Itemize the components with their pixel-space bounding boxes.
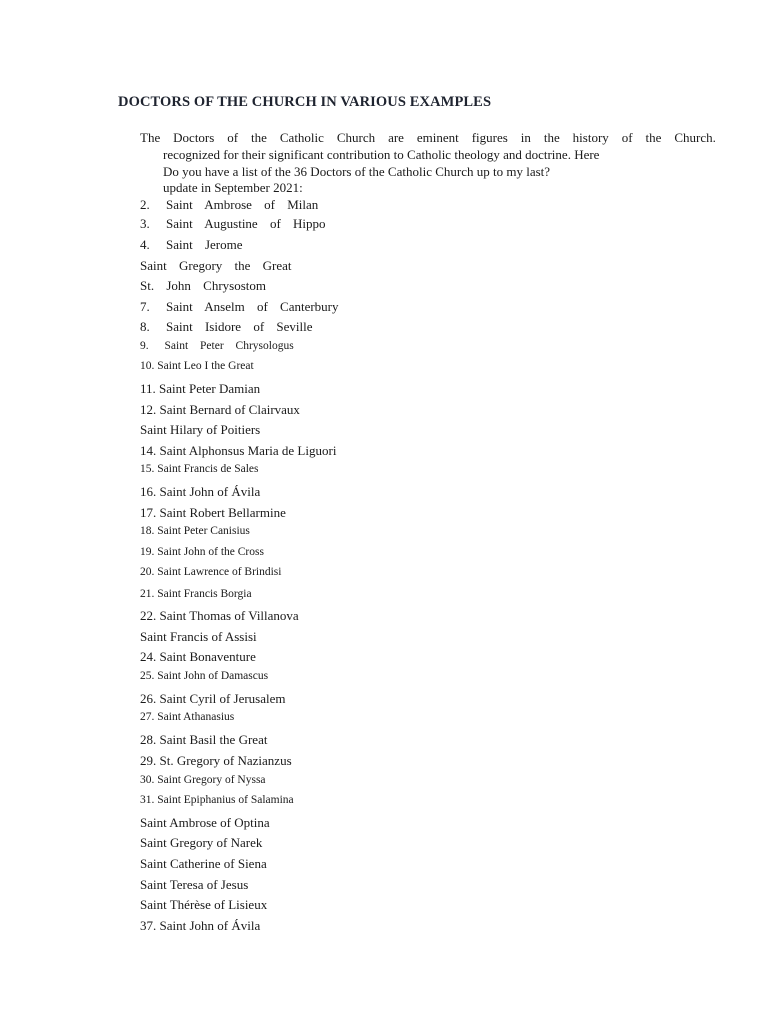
doctor-list-item — [140, 753, 292, 769]
item-number: 26. — [140, 691, 157, 706]
intro-line: Do you have a list of the 36 Doctors of the Catholic Church up to my last? — [163, 163, 551, 179]
doctor-list-item — [140, 402, 300, 418]
doctor-name: St. Gregory of Nazianzus — [159, 753, 292, 768]
doctor-name: Saint Thérèse of Lisieux — [140, 897, 268, 912]
item-number: 31. — [140, 794, 155, 806]
doctor-list-item — [140, 835, 262, 851]
doctor-list-item — [140, 484, 260, 500]
doctor-list-item — [140, 340, 294, 352]
intro-paragraph — [140, 130, 716, 197]
doctor-name: Saint Catherine of Siena — [140, 856, 267, 871]
item-number: 21. — [140, 588, 155, 600]
intro-word: are — [388, 130, 404, 145]
doctor-list-item — [140, 381, 260, 397]
intro-word: history — [572, 130, 609, 145]
doctor-name: Saint Bonaventure — [159, 649, 256, 664]
item-number: 15. — [140, 463, 155, 475]
doctor-name: Saint Isidore of Seville — [166, 319, 313, 334]
doctor-name: Saint Francis of Assisi — [140, 629, 257, 644]
document-title: DOCTORS OF THE CHURCH IN VARIOUS EXAMPLES — [118, 94, 492, 110]
item-number: 25. — [140, 670, 155, 682]
doctor-name: Saint Ambrose of Milan — [166, 197, 319, 212]
doctor-name: Saint Francis Borgia — [157, 588, 252, 600]
intro-line: update in September 2021: — [163, 180, 303, 196]
doctor-name: St. John Chrysostom — [140, 278, 266, 293]
doctor-name: Saint Leo I the Great — [157, 360, 254, 372]
item-number: 2. — [140, 197, 150, 212]
doctor-name: Saint Robert Bellarmine — [159, 505, 286, 520]
intro-word: eminent — [416, 130, 459, 145]
doctor-list-item — [140, 608, 299, 624]
item-number: 29. — [140, 753, 157, 768]
doctor-name: Saint John of the Cross — [157, 546, 264, 558]
doctor-name: Saint Jerome — [166, 237, 243, 252]
doctor-name: Saint John of Ávila — [159, 918, 261, 933]
doctor-name: Saint Athanasius — [157, 711, 235, 723]
doctor-list-item — [140, 588, 252, 600]
doctor-name: Saint Peter Damian — [159, 381, 261, 396]
doctor-name: Saint Peter Chrysologus — [164, 340, 294, 352]
intro-word: Church. — [674, 130, 716, 145]
item-number: 17. — [140, 505, 157, 520]
doctor-name: Saint Gregory the Great — [140, 258, 292, 273]
doctor-name: Saint Epiphanius of Salamina — [157, 794, 294, 806]
doctor-list-item — [140, 258, 292, 274]
doctor-list-item — [140, 360, 254, 372]
doctor-list-item — [140, 216, 326, 232]
item-number: 18. — [140, 525, 155, 537]
doctor-list-item — [140, 897, 267, 913]
doctor-list-item — [140, 299, 339, 315]
doctor-list-item — [140, 691, 286, 707]
doctor-list-item — [140, 463, 259, 475]
intro-word: The — [140, 130, 161, 145]
item-number: 16. — [140, 484, 157, 499]
doctor-name: Saint John of Damascus — [157, 670, 269, 682]
doctor-list-item — [140, 278, 266, 294]
doctor-list-item — [140, 856, 267, 872]
doctor-name: Saint Lawrence of Brindisi — [157, 566, 282, 578]
item-number: 4. — [140, 237, 150, 252]
intro-word: the — [251, 130, 267, 145]
doctor-name: Saint Alphonsus Maria de Liguori — [159, 443, 337, 458]
doctor-name: Saint Ambrose of Optina — [140, 815, 270, 830]
doctor-list-item — [140, 443, 336, 459]
intro-word: of — [227, 130, 239, 145]
item-number: 27. — [140, 711, 155, 723]
intro-word: figures — [471, 130, 508, 145]
item-number: 11. — [140, 381, 156, 396]
doctor-list-item — [140, 649, 256, 665]
intro-line: recognized for their significant contribution to Catholic theology and doctrine. Here — [163, 146, 600, 162]
doctor-list-item — [140, 525, 250, 537]
item-number: 9. — [140, 340, 149, 352]
intro-word: the — [543, 130, 560, 145]
item-number: 12. — [140, 402, 157, 417]
doctor-name: Saint Teresa of Jesus — [140, 877, 249, 892]
doctor-name: Saint Francis de Sales — [157, 463, 259, 475]
doctor-name: Saint Anselm of Canterbury — [166, 299, 339, 314]
doctor-name: Saint Gregory of Nyssa — [157, 774, 266, 786]
intro-word: the — [645, 130, 662, 145]
intro-word: Doctors — [173, 130, 215, 145]
item-number: 24. — [140, 649, 157, 664]
doctor-list-item — [140, 732, 267, 748]
item-number: 19. — [140, 546, 155, 558]
doctor-name: Saint Basil the Great — [159, 732, 268, 747]
doctor-name: Saint Augustine of Hippo — [166, 216, 326, 231]
doctor-name: Saint Bernard of Clairvaux — [159, 402, 300, 417]
intro-word: of — [621, 130, 633, 145]
doctor-name: Saint Thomas of Villanova — [159, 608, 299, 623]
doctor-list-item — [140, 546, 264, 558]
item-number: 37. — [140, 918, 157, 933]
doctor-list-item — [140, 566, 281, 578]
item-number: 30. — [140, 774, 155, 786]
doctor-list-item — [140, 422, 260, 438]
doctor-list-item — [140, 877, 248, 893]
item-number: 20. — [140, 566, 155, 578]
doctor-list-item — [140, 794, 294, 806]
doctor-name: Saint Hilary of Poitiers — [140, 422, 261, 437]
intro-word: in — [520, 130, 531, 145]
doctor-list-item — [140, 505, 286, 521]
item-number: 28. — [140, 732, 157, 747]
doctor-list-item — [140, 815, 270, 831]
doctor-list-item — [140, 774, 266, 786]
intro-first-line — [140, 130, 716, 147]
doctor-name: Saint Cyril of Jerusalem — [159, 691, 286, 706]
doctor-list-item — [140, 237, 243, 253]
item-number: 8. — [140, 319, 150, 334]
intro-word: Catholic — [279, 130, 324, 145]
item-number: 3. — [140, 216, 150, 231]
doctor-list-item — [140, 670, 268, 682]
doctor-name: Saint Peter Canisius — [157, 525, 250, 537]
doctor-name: Saint Gregory of Narek — [140, 835, 263, 850]
intro-word: Church — [336, 130, 376, 145]
doctor-list-item — [140, 629, 257, 645]
doctor-list-item — [140, 319, 313, 335]
item-number: 7. — [140, 299, 150, 314]
doctor-list-item — [140, 711, 234, 723]
item-number: 22. — [140, 608, 157, 623]
item-number: 14. — [140, 443, 157, 458]
item-number: 10. — [140, 360, 155, 372]
doctor-list-item — [140, 197, 318, 213]
doctor-name: Saint John of Ávila — [159, 484, 261, 499]
doctor-list-item — [140, 918, 260, 934]
